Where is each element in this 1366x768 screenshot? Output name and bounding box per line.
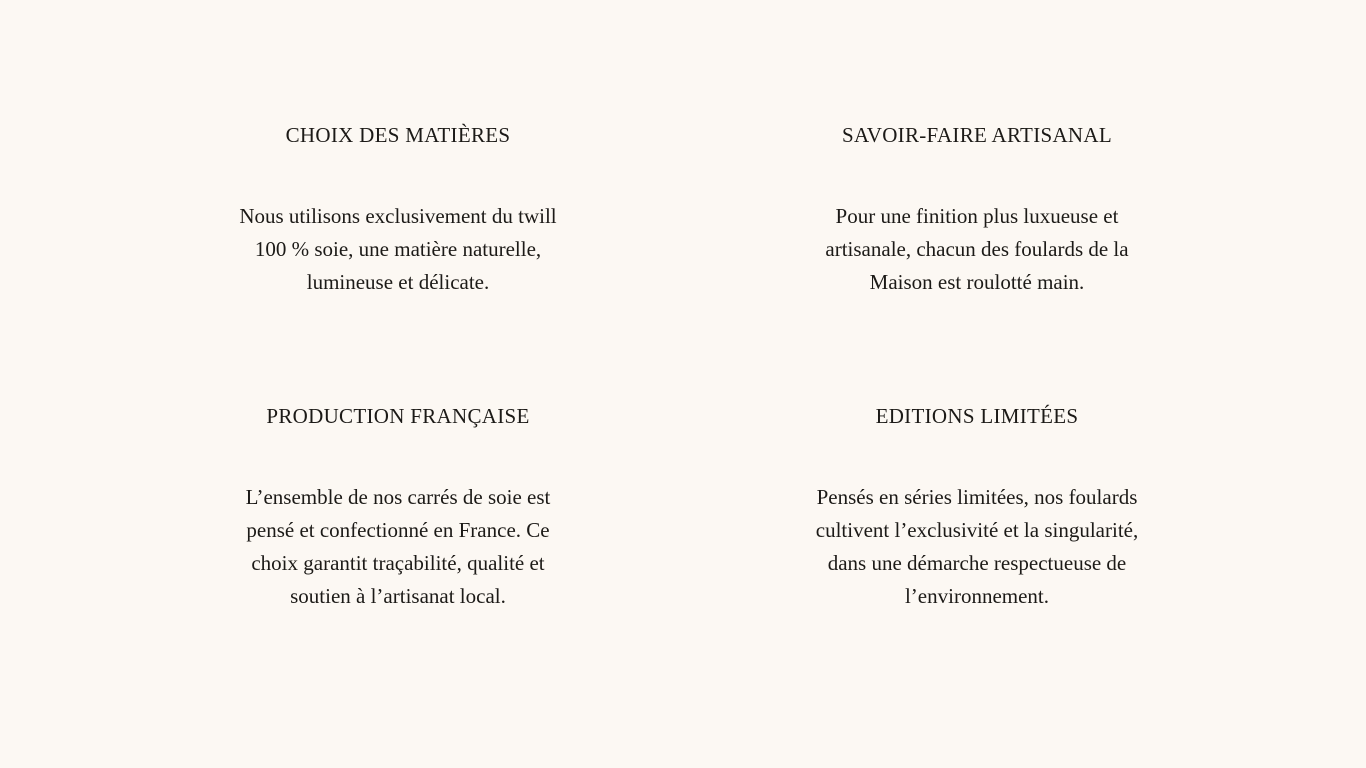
feature-description: L’ensemble de nos carrés de soie est pensé et confectionné en France. Ce choix garantit traçabilité, qualité et soutien à l’artisanat local.	[245, 485, 551, 608]
feature-title: CHOIX DES MATIÈRES	[285, 123, 511, 147]
feature-description: Nous utilisons exclusivement du twill 100 % soie, une matière naturelle, lumineuse et délicate.	[239, 204, 557, 294]
feature-french-production	[228, 0, 568, 768]
feature-title: SAVOIR-FAIRE ARTISANAL	[841, 123, 1112, 147]
feature-title: EDITIONS LIMITÉES	[875, 404, 1079, 428]
feature-title: PRODUCTION FRANÇAISE	[266, 404, 530, 428]
feature-limited-editions	[797, 0, 1157, 768]
feature-description: Pour une finition plus luxueuse et artisanale, chacun des foulards de la Maison est roulotté main.	[825, 204, 1129, 294]
feature-description: Pensés en séries limitées, nos foulards cultivent l’exclusivité et la singularité, dans une démarche respectueuse de l’environnement.	[815, 485, 1139, 608]
